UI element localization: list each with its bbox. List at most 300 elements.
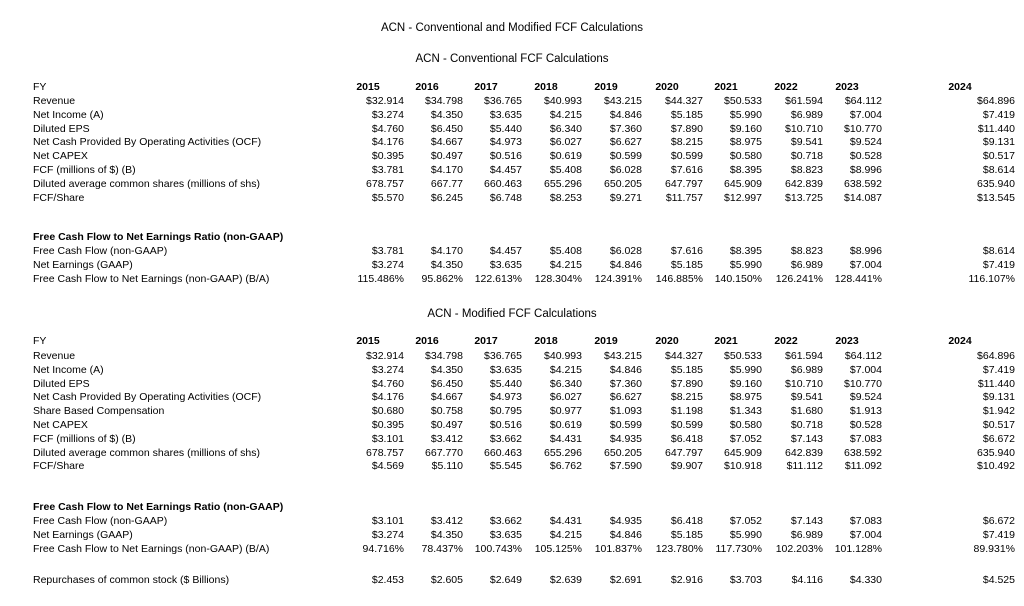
cell-value: $0.497: [430, 150, 463, 163]
cell-value: $5.185: [670, 258, 703, 271]
cell-value: $64.112: [844, 350, 882, 362]
cell-value: $7.143: [790, 515, 823, 527]
cell-value: 678.757: [366, 446, 404, 459]
cell-value: $4.350: [430, 258, 463, 271]
cell-value: $2.453: [371, 574, 404, 586]
cell-value: $4.215: [549, 108, 582, 121]
row-label: Revenue: [33, 350, 76, 362]
cell-value: $6.245: [430, 191, 463, 204]
section-title: [0, 500, 1024, 514]
cell-value: 642.839: [785, 446, 823, 459]
cell-value: $6.028: [609, 164, 642, 176]
cell-value: $6.027: [549, 391, 582, 404]
row-label: Free Cash Flow to Net Earnings Ratio (non-GAAP): [33, 501, 284, 513]
row-label: Net Cash Provided By Operating Activities (OCF): [33, 391, 262, 404]
cell-value: $9.907: [670, 460, 703, 473]
table-row: [0, 363, 1024, 377]
cell-value: $6.748: [489, 191, 522, 204]
year-header: 2023: [835, 335, 859, 347]
cell-value: $8.215: [670, 136, 703, 149]
cell-value: $9.524: [849, 136, 882, 149]
cell-value: $1.093: [609, 405, 642, 418]
year-header: 2023: [835, 81, 859, 93]
row-label: Diluted EPS: [33, 122, 90, 135]
cell-value: $3.781: [371, 245, 404, 257]
row-label: Share Based Compensation: [33, 405, 165, 418]
cell-value: $40.993: [544, 95, 582, 107]
cell-value: $7.052: [729, 515, 762, 527]
cell-value: $3.635: [489, 108, 522, 121]
year-header: 2018: [534, 335, 558, 347]
cell-value: $9.131: [982, 391, 1015, 404]
cell-value: 667.77: [430, 177, 463, 190]
cell-value: $50.533: [724, 95, 762, 107]
cell-value: $7.083: [849, 432, 882, 445]
cell-value: 635.940: [977, 446, 1015, 459]
cell-value: $4.973: [489, 136, 522, 149]
cell-value: $4.935: [609, 515, 642, 527]
cell-value: $6.989: [790, 258, 823, 271]
cell-value: $34.798: [425, 350, 463, 362]
cell-value: 650.205: [604, 446, 642, 459]
row-label: Net CAPEX: [33, 150, 88, 163]
cell-value: $0.497: [430, 419, 463, 431]
cell-value: $4.846: [609, 363, 642, 376]
cell-value: $0.718: [790, 150, 823, 163]
cell-value: $8.975: [729, 136, 762, 149]
cell-value: 667.770: [425, 446, 463, 459]
cell-value: 638.592: [844, 446, 882, 459]
cell-value: $0.528: [849, 419, 882, 431]
cell-value: 635.940: [977, 177, 1015, 190]
cell-value: $11.092: [844, 460, 882, 473]
row-label: FY: [33, 81, 47, 93]
table-row: [0, 459, 1024, 473]
row-label: Diluted EPS: [33, 377, 90, 390]
cell-value: $6.989: [790, 363, 823, 376]
cell-value: $4.973: [489, 391, 522, 404]
cell-value: $3.274: [371, 363, 404, 376]
cell-value: $9.160: [729, 122, 762, 135]
cell-value: 105.125%: [534, 542, 582, 555]
cell-value: $32.914: [366, 95, 404, 107]
cell-value: 660.463: [484, 177, 522, 190]
row-label: Diluted average common shares (millions of shs): [33, 177, 261, 190]
row-label: FY: [33, 335, 47, 347]
cell-value: $4.457: [489, 164, 522, 176]
cell-value: 647.797: [665, 177, 703, 190]
cell-value: $4.525: [982, 574, 1015, 586]
table-row: [0, 108, 1024, 122]
cell-value: $3.412: [430, 515, 463, 527]
section-title: [0, 230, 1024, 244]
year-header: 2024: [948, 335, 972, 347]
cell-value: $4.667: [430, 136, 463, 149]
cell-value: $0.599: [670, 419, 703, 431]
table-row: [0, 163, 1024, 177]
cell-value: $50.533: [724, 350, 762, 362]
cell-value: $5.185: [670, 528, 703, 541]
year-header: 2016: [415, 81, 439, 93]
cell-value: $7.419: [982, 528, 1015, 541]
cell-value: $1.680: [790, 405, 823, 418]
cell-value: $4.667: [430, 391, 463, 404]
cell-value: $4.846: [609, 108, 642, 121]
cell-value: $3.635: [489, 258, 522, 271]
row-label: Net Cash Provided By Operating Activities (OCF): [33, 136, 262, 149]
year-header: 2024: [948, 81, 972, 93]
year-header: 2021: [714, 335, 738, 347]
cell-value: $4.569: [371, 460, 404, 473]
row-label: Net Earnings (GAAP): [33, 528, 133, 541]
cell-value: $6.672: [982, 515, 1015, 527]
cell-value: 78.437%: [421, 542, 463, 555]
cell-value: $9.541: [790, 391, 823, 404]
table-row: [0, 418, 1024, 432]
cell-value: $8.996: [849, 164, 882, 176]
cell-value: $40.993: [544, 350, 582, 362]
cell-value: $3.412: [430, 432, 463, 445]
row-label: Diluted average common shares (millions of shs): [33, 446, 261, 459]
cell-value: $7.419: [982, 108, 1015, 121]
table-row: [0, 177, 1024, 191]
cell-value: $3.274: [371, 258, 404, 271]
cell-value: $4.846: [609, 258, 642, 271]
cell-value: $3.635: [489, 528, 522, 541]
cell-value: $5.185: [670, 108, 703, 121]
cell-value: $4.431: [549, 432, 582, 445]
cell-value: $4.935: [609, 432, 642, 445]
year-header: 2020: [655, 335, 679, 347]
cell-value: $14.087: [844, 191, 882, 204]
cell-value: $43.215: [604, 350, 642, 362]
cell-value: $0.795: [489, 405, 522, 418]
cell-value: $10.770: [844, 377, 882, 390]
cell-value: $4.176: [371, 391, 404, 404]
cell-value: $6.762: [549, 460, 582, 473]
cell-value: $6.027: [549, 136, 582, 149]
cell-value: $4.350: [430, 528, 463, 541]
table-row: [0, 122, 1024, 136]
row-label: FCF/Share: [33, 191, 85, 204]
cell-value: $5.185: [670, 363, 703, 376]
cell-value: 140.150%: [714, 272, 762, 285]
table-row: [0, 432, 1024, 446]
cell-value: $5.990: [729, 528, 762, 541]
cell-value: $3.635: [489, 363, 522, 376]
cell-value: $11.112: [786, 460, 823, 473]
cell-value: $0.977: [549, 405, 582, 418]
cell-value: $36.765: [484, 350, 522, 362]
cell-value: 146.885%: [655, 272, 703, 285]
cell-value: $3.662: [489, 515, 522, 527]
main-title: ACN - Conventional and Modified FCF Calculations: [380, 22, 644, 34]
cell-value: $7.004: [849, 258, 882, 271]
cell-value: $6.340: [549, 122, 582, 135]
cell-value: 115.486%: [357, 272, 404, 285]
cell-value: $4.116: [791, 574, 823, 586]
cell-value: $2.691: [609, 574, 642, 586]
cell-value: 655.296: [544, 446, 582, 459]
cell-value: 89.931%: [973, 542, 1015, 555]
cell-value: $7.004: [849, 528, 882, 541]
cell-value: $4.350: [430, 108, 463, 121]
table-row: [0, 149, 1024, 163]
year-header: 2015: [356, 81, 380, 93]
year-header: 2017: [474, 335, 498, 347]
cell-value: $5.990: [729, 258, 762, 271]
table-row: [0, 272, 1024, 286]
cell-value: $11.757: [665, 191, 703, 204]
cell-value: $3.781: [371, 164, 404, 176]
cell-value: $13.545: [977, 191, 1015, 204]
row-label: Free Cash Flow (non-GAAP): [33, 515, 168, 527]
cell-value: $5.408: [549, 245, 582, 257]
year-header: 2019: [594, 81, 618, 93]
cell-value: $0.599: [609, 150, 642, 163]
cell-value: $10.710: [785, 122, 823, 135]
cell-value: 645.909: [724, 446, 762, 459]
cell-value: $0.395: [371, 419, 404, 431]
cell-value: $64.112: [844, 95, 882, 107]
cell-value: $8.823: [790, 245, 823, 257]
cell-value: $0.517: [982, 419, 1015, 431]
cell-value: $0.517: [982, 150, 1015, 163]
row-label: Free Cash Flow (non-GAAP): [33, 245, 168, 257]
table-row: [0, 542, 1024, 556]
cell-value: 101.128%: [834, 542, 882, 555]
table-row: [0, 404, 1024, 418]
cell-value: $2.605: [430, 574, 463, 586]
cell-value: 660.463: [484, 446, 522, 459]
year-header: 2021: [714, 81, 738, 93]
row-label: Free Cash Flow to Net Earnings (non-GAAP) (B/A): [33, 272, 270, 285]
year-header: 2022: [774, 335, 798, 347]
cell-value: 128.441%: [834, 272, 882, 285]
cell-value: $6.450: [430, 122, 463, 135]
cell-value: 116.107%: [968, 272, 1015, 285]
cell-value: $44.327: [665, 95, 703, 107]
cell-value: 128.304%: [534, 272, 582, 285]
cell-value: $0.528: [849, 150, 882, 163]
cell-value: $4.457: [489, 245, 522, 257]
cell-value: $4.431: [549, 515, 582, 527]
cell-value: $2.639: [549, 574, 582, 586]
cell-value: $10.918: [724, 460, 762, 473]
cell-value: $7.143: [790, 432, 823, 445]
cell-value: 94.716%: [362, 542, 404, 555]
cell-value: $5.545: [489, 460, 522, 473]
cell-value: $1.343: [729, 405, 762, 418]
cell-value: $7.590: [609, 460, 642, 473]
cell-value: $9.524: [849, 391, 882, 404]
fy-header-row: [0, 80, 1024, 94]
table-row: [0, 514, 1024, 528]
cell-value: $1.942: [982, 405, 1015, 418]
cell-value: 102.203%: [775, 542, 823, 555]
cell-value: 124.391%: [594, 272, 642, 285]
year-header: 2022: [774, 81, 798, 93]
year-header: 2017: [474, 81, 498, 93]
cell-value: 655.296: [544, 177, 582, 190]
cell-value: $8.614: [982, 245, 1015, 257]
cell-value: $6.989: [790, 528, 823, 541]
cell-value: $9.271: [609, 191, 642, 204]
year-header: 2020: [655, 81, 679, 93]
year-header: 2016: [415, 335, 439, 347]
cell-value: $7.052: [729, 432, 762, 445]
row-label: FCF/Share: [33, 460, 85, 473]
cell-value: $6.627: [609, 391, 642, 404]
table-row: [0, 528, 1024, 542]
table-row: [0, 258, 1024, 272]
cell-value: $0.516: [489, 150, 522, 163]
cell-value: $44.327: [665, 350, 703, 362]
cell-value: $7.004: [849, 108, 882, 121]
cell-value: $3.101: [371, 432, 404, 445]
cell-value: $0.718: [790, 419, 823, 431]
cell-value: $7.360: [609, 377, 642, 390]
row-label: Revenue: [33, 95, 76, 107]
year-header: 2019: [594, 335, 618, 347]
cell-value: $10.492: [977, 460, 1015, 473]
cell-value: $0.619: [549, 150, 582, 163]
cell-value: $7.360: [609, 122, 642, 135]
cell-value: $13.725: [785, 191, 823, 204]
cell-value: $7.616: [670, 164, 703, 176]
cell-value: $0.599: [670, 150, 703, 163]
cell-value: $8.395: [729, 245, 762, 257]
cell-value: $34.798: [425, 95, 463, 107]
cell-value: 650.205: [604, 177, 642, 190]
cell-value: $6.418: [670, 515, 703, 527]
year-header: 2018: [534, 81, 558, 93]
cell-value: $7.419: [982, 363, 1015, 376]
cell-value: $5.990: [729, 108, 762, 121]
table-row: [0, 244, 1024, 258]
table-row: [0, 94, 1024, 108]
cell-value: $4.215: [549, 363, 582, 376]
cell-value: 100.743%: [474, 542, 522, 555]
cell-value: $3.274: [371, 528, 404, 541]
cell-value: $6.672: [982, 432, 1015, 445]
cell-value: $9.160: [729, 377, 762, 390]
cell-value: $6.340: [549, 377, 582, 390]
cell-value: $43.215: [604, 95, 642, 107]
cell-value: $8.996: [849, 245, 882, 257]
cell-value: $5.440: [489, 377, 522, 390]
cell-value: $11.440: [977, 377, 1015, 390]
table-row: [0, 135, 1024, 149]
cell-value: $4.846: [609, 528, 642, 541]
row-label: Net Earnings (GAAP): [33, 258, 133, 271]
cell-value: 642.839: [785, 177, 823, 190]
cell-value: 647.797: [665, 446, 703, 459]
cell-value: $3.662: [489, 432, 522, 445]
cell-value: $0.680: [371, 405, 404, 418]
cell-value: $4.176: [371, 136, 404, 149]
cell-value: $11.440: [977, 122, 1015, 135]
cell-value: 645.909: [724, 177, 762, 190]
cell-value: $7.419: [982, 258, 1015, 271]
row-label: FCF (millions of $) (B): [33, 432, 136, 445]
cell-value: $64.896: [977, 350, 1015, 362]
fy-header-row: [0, 334, 1024, 348]
table-row: [0, 446, 1024, 460]
cell-value: $8.975: [729, 391, 762, 404]
cell-value: 117.730%: [715, 542, 762, 555]
table-row: [0, 390, 1024, 404]
cell-value: $8.614: [982, 164, 1015, 176]
cell-value: $36.765: [484, 95, 522, 107]
cell-value: $3.274: [371, 108, 404, 121]
cell-value: $0.580: [729, 150, 762, 163]
cell-value: $8.215: [670, 391, 703, 404]
cell-value: 678.757: [366, 177, 404, 190]
cell-value: $10.770: [844, 122, 882, 135]
table-row: [0, 349, 1024, 363]
cell-value: $8.823: [790, 164, 823, 176]
cell-value: 123.780%: [655, 542, 703, 555]
cell-value: 126.241%: [775, 272, 823, 285]
cell-value: $8.253: [549, 191, 582, 204]
cell-value: $5.570: [371, 191, 404, 204]
cell-value: $7.890: [670, 122, 703, 135]
cell-value: $7.890: [670, 377, 703, 390]
cell-value: $6.418: [670, 432, 703, 445]
cell-value: $2.916: [670, 574, 703, 586]
cell-value: $4.330: [849, 574, 882, 586]
cell-value: $7.616: [670, 245, 703, 257]
cell-value: $4.760: [371, 377, 404, 390]
cell-value: $7.083: [849, 515, 882, 527]
year-header: 2015: [356, 335, 380, 347]
cell-value: 95.862%: [421, 272, 463, 285]
cell-value: $5.990: [729, 363, 762, 376]
cell-value: $12.997: [724, 191, 762, 204]
cell-value: 638.592: [844, 177, 882, 190]
cell-value: $4.215: [549, 528, 582, 541]
repurchases-row: [0, 573, 1024, 587]
cell-value: $5.408: [549, 164, 582, 176]
cell-value: $2.649: [489, 574, 522, 586]
cell-value: $5.110: [431, 460, 463, 473]
row-label: Free Cash Flow to Net Earnings (non-GAAP) (B/A): [33, 542, 270, 555]
cell-value: 101.837%: [594, 542, 642, 555]
cell-value: $4.760: [371, 122, 404, 135]
cell-value: $1.913: [849, 405, 882, 418]
row-label: Free Cash Flow to Net Earnings Ratio (non-GAAP): [33, 231, 284, 243]
cell-value: $6.627: [609, 136, 642, 149]
cell-value: $64.896: [977, 95, 1015, 107]
cell-value: $3.101: [371, 515, 404, 527]
conventional-title: ACN - Conventional FCF Calculations: [415, 53, 609, 65]
table-row: [0, 191, 1024, 205]
row-label: Net Income (A): [33, 108, 104, 121]
cell-value: $3.703: [729, 574, 762, 586]
cell-value: $0.758: [430, 405, 463, 418]
cell-value: $7.004: [849, 363, 882, 376]
cell-value: $9.131: [982, 136, 1015, 149]
table-row: [0, 377, 1024, 391]
cell-value: $9.541: [790, 136, 823, 149]
cell-value: $4.170: [430, 164, 463, 176]
cell-value: $8.395: [729, 164, 762, 176]
cell-value: $10.710: [785, 377, 823, 390]
row-label: Net Income (A): [33, 363, 104, 376]
cell-value: $0.619: [549, 419, 582, 431]
cell-value: $1.198: [670, 405, 703, 418]
